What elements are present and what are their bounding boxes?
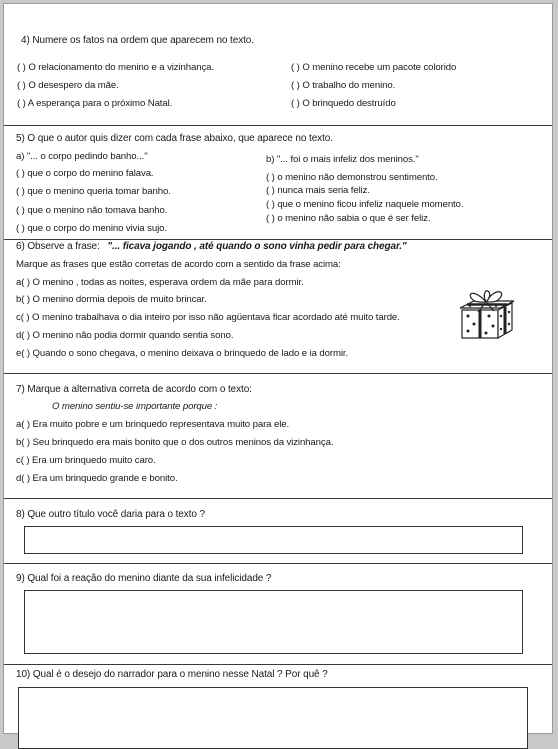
q8-answer-box[interactable] — [24, 526, 523, 554]
divider — [4, 239, 552, 240]
q9-answer-box[interactable] — [24, 590, 523, 654]
divider — [4, 373, 552, 374]
worksheet-page — [3, 3, 553, 734]
q5-a-option-3[interactable]: ( ) que o menino não tomava banho. — [16, 205, 168, 216]
q9-title: 9) Qual foi a reação do menino diante da sua infelicidade ? — [16, 573, 272, 584]
q4-option-left-2[interactable]: ( ) O desespero da mãe. — [17, 80, 119, 91]
q4-option-right-3[interactable]: ( ) O brinquedo destruído — [291, 98, 396, 109]
divider — [4, 125, 552, 126]
q5-b-option-1[interactable]: ( ) o menino não demonstrou sentimento. — [266, 172, 438, 183]
q5-title: 5) O que o autor quis dizer com cada frase abaixo, que aparece no texto. — [16, 133, 333, 144]
q6-instruction: Marque as frases que estão corretas de acordo com a sentido da frase acima: — [16, 259, 341, 270]
q4-option-right-1[interactable]: ( ) O menino recebe um pacote colorido — [291, 62, 457, 73]
q5-b-option-3[interactable]: ( ) que o menino ficou infeliz naquele momento. — [266, 199, 464, 210]
q10-answer-box[interactable] — [18, 687, 528, 749]
q8-title: 8) Que outro título você daria para o texto ? — [16, 509, 205, 520]
q7-title: 7) Marque a alternativa correta de acordo com o texto: — [16, 384, 252, 395]
q5-a-option-1[interactable]: ( ) que o corpo do menino falava. — [16, 168, 154, 179]
q7-option-d[interactable]: d( ) Era um brinquedo grande e bonito. — [16, 473, 178, 484]
divider — [4, 664, 552, 665]
gift-box-icon — [456, 286, 518, 342]
q6-title-prefix: 6) Observe a frase: — [16, 241, 100, 252]
divider — [4, 498, 552, 499]
q6-option-a[interactable]: a( ) O menino , todas as noites, esperava ordem da mãe para dormir. — [16, 277, 304, 288]
divider — [4, 563, 552, 564]
q5-a-label: a) "... o corpo pedindo banho..." — [16, 151, 148, 162]
q4-option-right-2[interactable]: ( ) O trabalho do menino. — [291, 80, 396, 91]
q7-option-b[interactable]: b( ) Seu brinquedo era mais bonito que o dos outros meninos da vizinhança. — [16, 437, 334, 448]
q5-b-option-2[interactable]: ( ) nunca mais seria feliz. — [266, 185, 370, 196]
q6-option-d[interactable]: d( ) O menino não podia dormir quando sentia sono. — [16, 330, 234, 341]
q5-a-option-4[interactable]: ( ) que o corpo do menino vivia sujo. — [16, 223, 167, 234]
q5-a-option-2[interactable]: ( ) que o menino queria tomar banho. — [16, 186, 171, 197]
q6-option-b[interactable]: b( ) O menino dormia depois de muito brincar. — [16, 294, 207, 305]
q6-title — [16, 241, 407, 253]
q5-b-label: b) "... foi o mais infeliz dos meninos." — [266, 154, 419, 165]
q4-option-left-1[interactable]: ( ) O relacionamento do menino e a vizinhança. — [17, 62, 214, 73]
q7-option-a[interactable]: a( ) Era muito pobre e um brinquedo representava muito para ele. — [16, 419, 290, 430]
q6-option-e[interactable]: e( ) Quando o sono chegava, o menino deixava o brinquedo de lado e ia dormir. — [16, 348, 349, 359]
q6-option-c[interactable]: c( ) O menino trabalhava o dia inteiro por isso não agüentava ficar acordado até muito tarde. — [16, 312, 400, 323]
q5-b-option-4[interactable]: ( ) o menino não sabia o que é ser feliz. — [266, 213, 431, 224]
q7-subtitle: O menino sentiu-se importante porque : — [52, 401, 218, 412]
q6-quote: "... ficava jogando , até quando o sono vinha pedir para chegar." — [107, 241, 407, 252]
q4-option-left-3[interactable]: ( ) A esperança para o próximo Natal. — [17, 98, 173, 109]
q7-option-c[interactable]: c( ) Era um brinquedo muito caro. — [16, 455, 156, 466]
q10-title: 10) Qual é o desejo do narrador para o menino nesse Natal ? Por quê ? — [16, 669, 328, 680]
q4-title: 4) Numere os fatos na ordem que aparecem no texto. — [21, 35, 254, 46]
